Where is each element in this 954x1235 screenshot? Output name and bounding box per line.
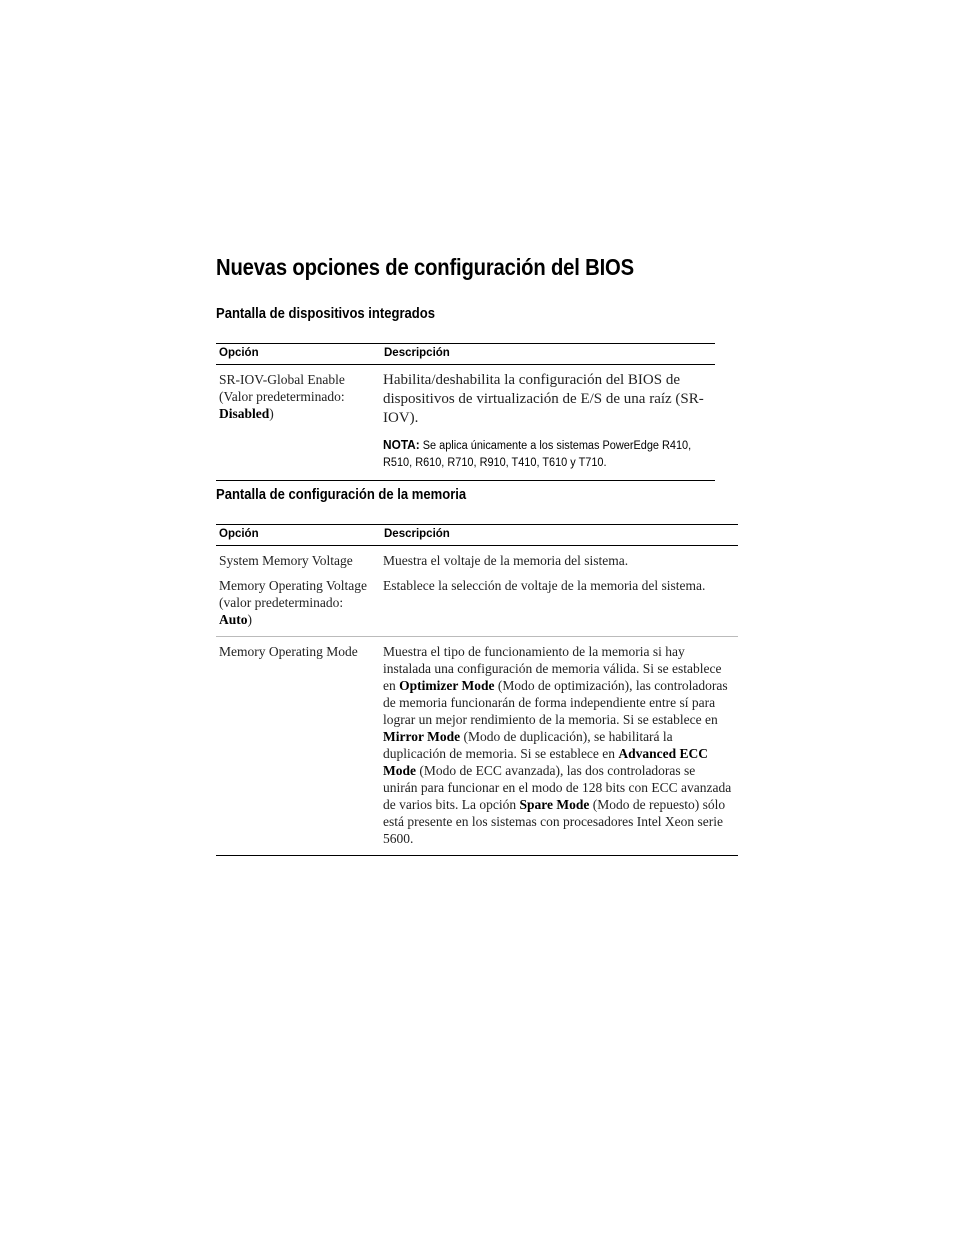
column-header-option: Opción xyxy=(216,525,383,546)
table-header-row xyxy=(216,344,715,365)
mode-name: Mirror Mode xyxy=(383,729,461,744)
option-name: Memory Operating Voltage xyxy=(219,578,367,593)
option-close-paren: ) xyxy=(269,406,274,421)
option-cell xyxy=(216,569,383,637)
mode-name: Spare Mode xyxy=(519,797,590,812)
option-name: SR-IOV-Global Enable xyxy=(219,372,345,387)
table-row xyxy=(216,365,715,481)
column-header-option: Opción xyxy=(216,344,383,365)
description-cell xyxy=(383,637,738,856)
description-cell: Muestra el voltaje de la memoria del sistema. xyxy=(383,553,629,568)
table-row xyxy=(216,569,738,637)
table-header-row xyxy=(216,525,738,546)
option-default-value: Disabled xyxy=(219,406,270,421)
description-text: (Modo de duplicación), se habilitará la duplicación de memoria. Si se establece en xyxy=(383,729,673,761)
integrated-devices-table xyxy=(216,343,715,481)
description-cell xyxy=(383,365,715,481)
option-default-label: (Valor predeterminado: xyxy=(219,389,345,404)
option-close-paren: ) xyxy=(247,612,253,627)
option-cell xyxy=(216,365,383,481)
section-title-memory-settings: Pantalla de configuración de la memoria xyxy=(216,487,467,503)
mode-name: Optimizer Mode xyxy=(399,678,495,693)
description-text: (Modo de repuesto) sólo está presente en los sistemas con procesadores Intel Xeon serie 5600. xyxy=(383,797,726,846)
section-title-integrated-devices: Pantalla de dispositivos integrados xyxy=(216,306,436,322)
option-default-label: (valor predeterminado: xyxy=(219,595,344,610)
column-header-description: Descripción xyxy=(383,525,738,546)
mode-name: Advanced ECC Mode xyxy=(383,746,709,778)
note xyxy=(383,437,697,472)
memory-settings-table xyxy=(216,524,738,856)
description-cell: Establece la selección de voltaje de la memoria del sistema. xyxy=(383,569,738,637)
description-text: Muestra el tipo de funcionamiento de la memoria si hay instalada una configuración de memoria válida. Si se establece en xyxy=(383,644,722,693)
option-description: Habilita/deshabilita la configuración del BIOS de dispositivos de virtualización de E/S de una raíz (SR-IOV). xyxy=(383,372,704,426)
option-default-value: Auto xyxy=(219,612,248,627)
table-row xyxy=(216,546,738,570)
option-cell: Memory Operating Mode xyxy=(216,637,383,856)
page-title: Nuevas opciones de configuración del BIOS xyxy=(216,254,634,280)
description-text: (Modo de ECC avanzada), las dos controladoras se unirán para funcionar en el modo de 128 bits con ECC avanzada de varios bits. La opción xyxy=(383,763,732,812)
option-description xyxy=(383,643,733,847)
table-row xyxy=(216,637,738,856)
column-header-description: Descripción xyxy=(383,344,715,365)
note-text: Se aplica únicamente a los sistemas PowerEdge R410, R510, R610, R710, R910, T410, T610 y T710. xyxy=(383,440,692,469)
option-cell: System Memory Voltage xyxy=(219,553,353,568)
note-label: NOTA: xyxy=(383,438,420,452)
description-text: (Modo de optimización), las controladoras de memoria funcionarán de forma independiente entre sí para lograr un mejor rendimiento de la memoria. Si se establece en xyxy=(383,678,728,727)
